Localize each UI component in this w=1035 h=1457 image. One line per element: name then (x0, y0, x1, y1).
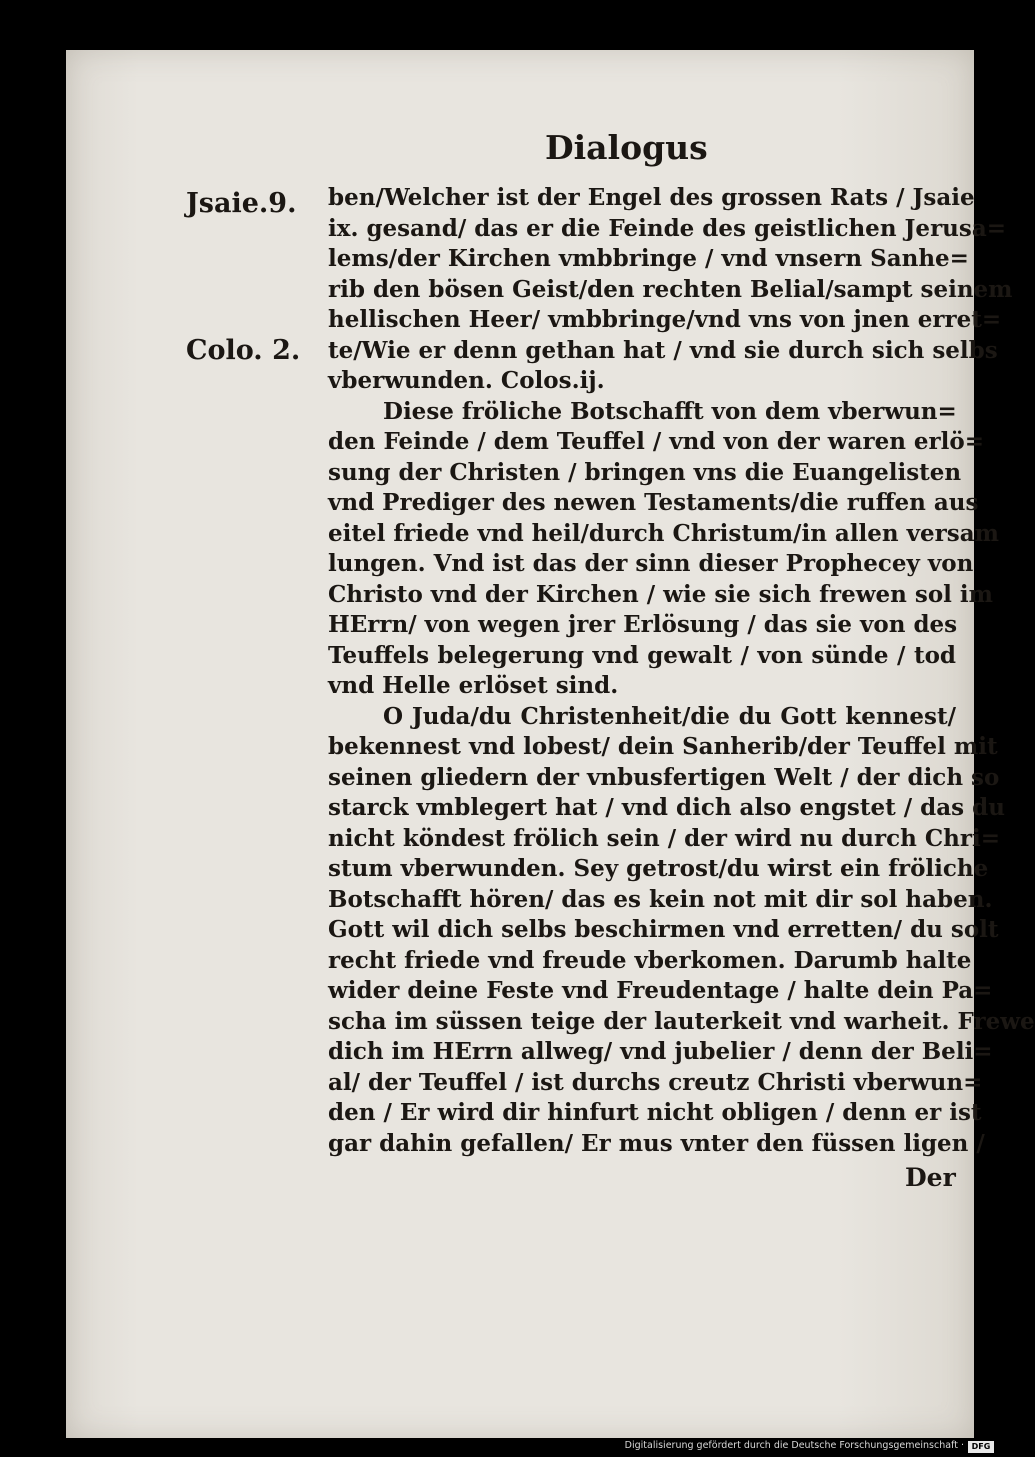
text-line: gar dahin gefallen/ Er mus vnter den füssen ligen / (328, 1129, 985, 1157)
text-line: lungen. Vnd ist das der sinn dieser Prophecey von (328, 550, 974, 577)
text-line: nicht köndest frölich sein / der wird nu durch Chri= (328, 824, 1000, 852)
text-line: ix. gesand/ das er die Feinde des geistlichen Jerusa= (328, 214, 1007, 242)
text-line: eitel friede vnd heil/durch Christum/in allen versam (328, 519, 999, 547)
text-line: dich im HErrn allweg/ vnd jubelier / denn der Beli= (328, 1038, 993, 1065)
text-line: Christo vnd der Kirchen / wie sie sich frewen sol im (328, 580, 994, 608)
main-text-block (328, 183, 1035, 1159)
text-line: sung der Christen / bringen vns die Euangelisten (328, 458, 962, 486)
margin-note-colossians: Colo. 2. (186, 335, 301, 366)
margin-note-isaiah: Jsaie.9. (186, 188, 297, 219)
text-line: vnd Helle erlöset sind. (328, 672, 619, 699)
catchword: Der (905, 1163, 956, 1192)
text-line: recht friede vnd freude vberkomen. Darumb halte (328, 946, 972, 974)
text-line: den Feinde / dem Teuffel / vnd von der waren erlö= (328, 428, 985, 455)
text-line: Teuffels belegerung vnd gewalt / von sünde / tod (328, 641, 956, 669)
text-line: bekennest vnd lobest/ dein Sanherib/der Teuffel mit (328, 733, 998, 760)
text-line: hellischen Heer/ vmbbringe/vnd vns von jnen erret= (328, 306, 1002, 333)
text-line: seinen gliedern der vnbusfertigen Welt / der dich so (328, 763, 1000, 791)
text-line: rib den bösen Geist/den rechten Belial/sampt seinem (328, 275, 1013, 303)
text-line: stum vberwunden. Sey getrost/du wirst ein fröliche (328, 855, 989, 882)
text-line: HErrn/ von wegen jrer Erlösung / das sie von des (328, 611, 958, 638)
running-head: Dialogus (545, 128, 708, 167)
text-line: lems/der Kirchen vmbbringe / vnd vnsern Sanhe= (328, 245, 969, 272)
dfg-logo-icon: DFG (968, 1441, 994, 1453)
text-line: al/ der Teuffel / ist durchs creutz Christi vberwun= (328, 1068, 983, 1096)
text-line: den / Er wird dir hinfurt nicht obligen / denn er ist (328, 1099, 982, 1126)
text-line: Gott wil dich selbs beschirmen vnd erretten/ du solt (328, 916, 999, 943)
text-line: Diese fröliche Botschafft von dem vberwun= (383, 397, 957, 425)
text-line: scha im süssen teige der lauterkeit vnd warheit. Frewe (328, 1007, 1035, 1035)
text-line: O Juda/du Christenheit/die du Gott kennest/ (383, 702, 956, 730)
text-line: starck vmblegert hat / vnd dich also engstet / das du (328, 794, 1005, 821)
text-line: Botschafft hören/ das es kein not mit dir sol haben. (328, 885, 993, 913)
text-line: te/Wie er denn gethan hat / vnd sie durch sich selbs (328, 336, 998, 364)
text-line: ben/Welcher ist der Engel des grossen Rats / Jsaie (328, 184, 975, 211)
text-line: vnd Prediger des newen Testaments/die ruffen aus (328, 489, 979, 516)
footer-credit: Digitalisierung gefördert durch die Deutsche Forschungsgemeinschaft · (624, 1440, 964, 1451)
footer-bar (0, 1438, 1000, 1457)
text-line: vberwunden. Colos.ij. (328, 367, 605, 394)
text-line: wider deine Feste vnd Freudentage / halte dein Pa= (328, 977, 993, 1004)
